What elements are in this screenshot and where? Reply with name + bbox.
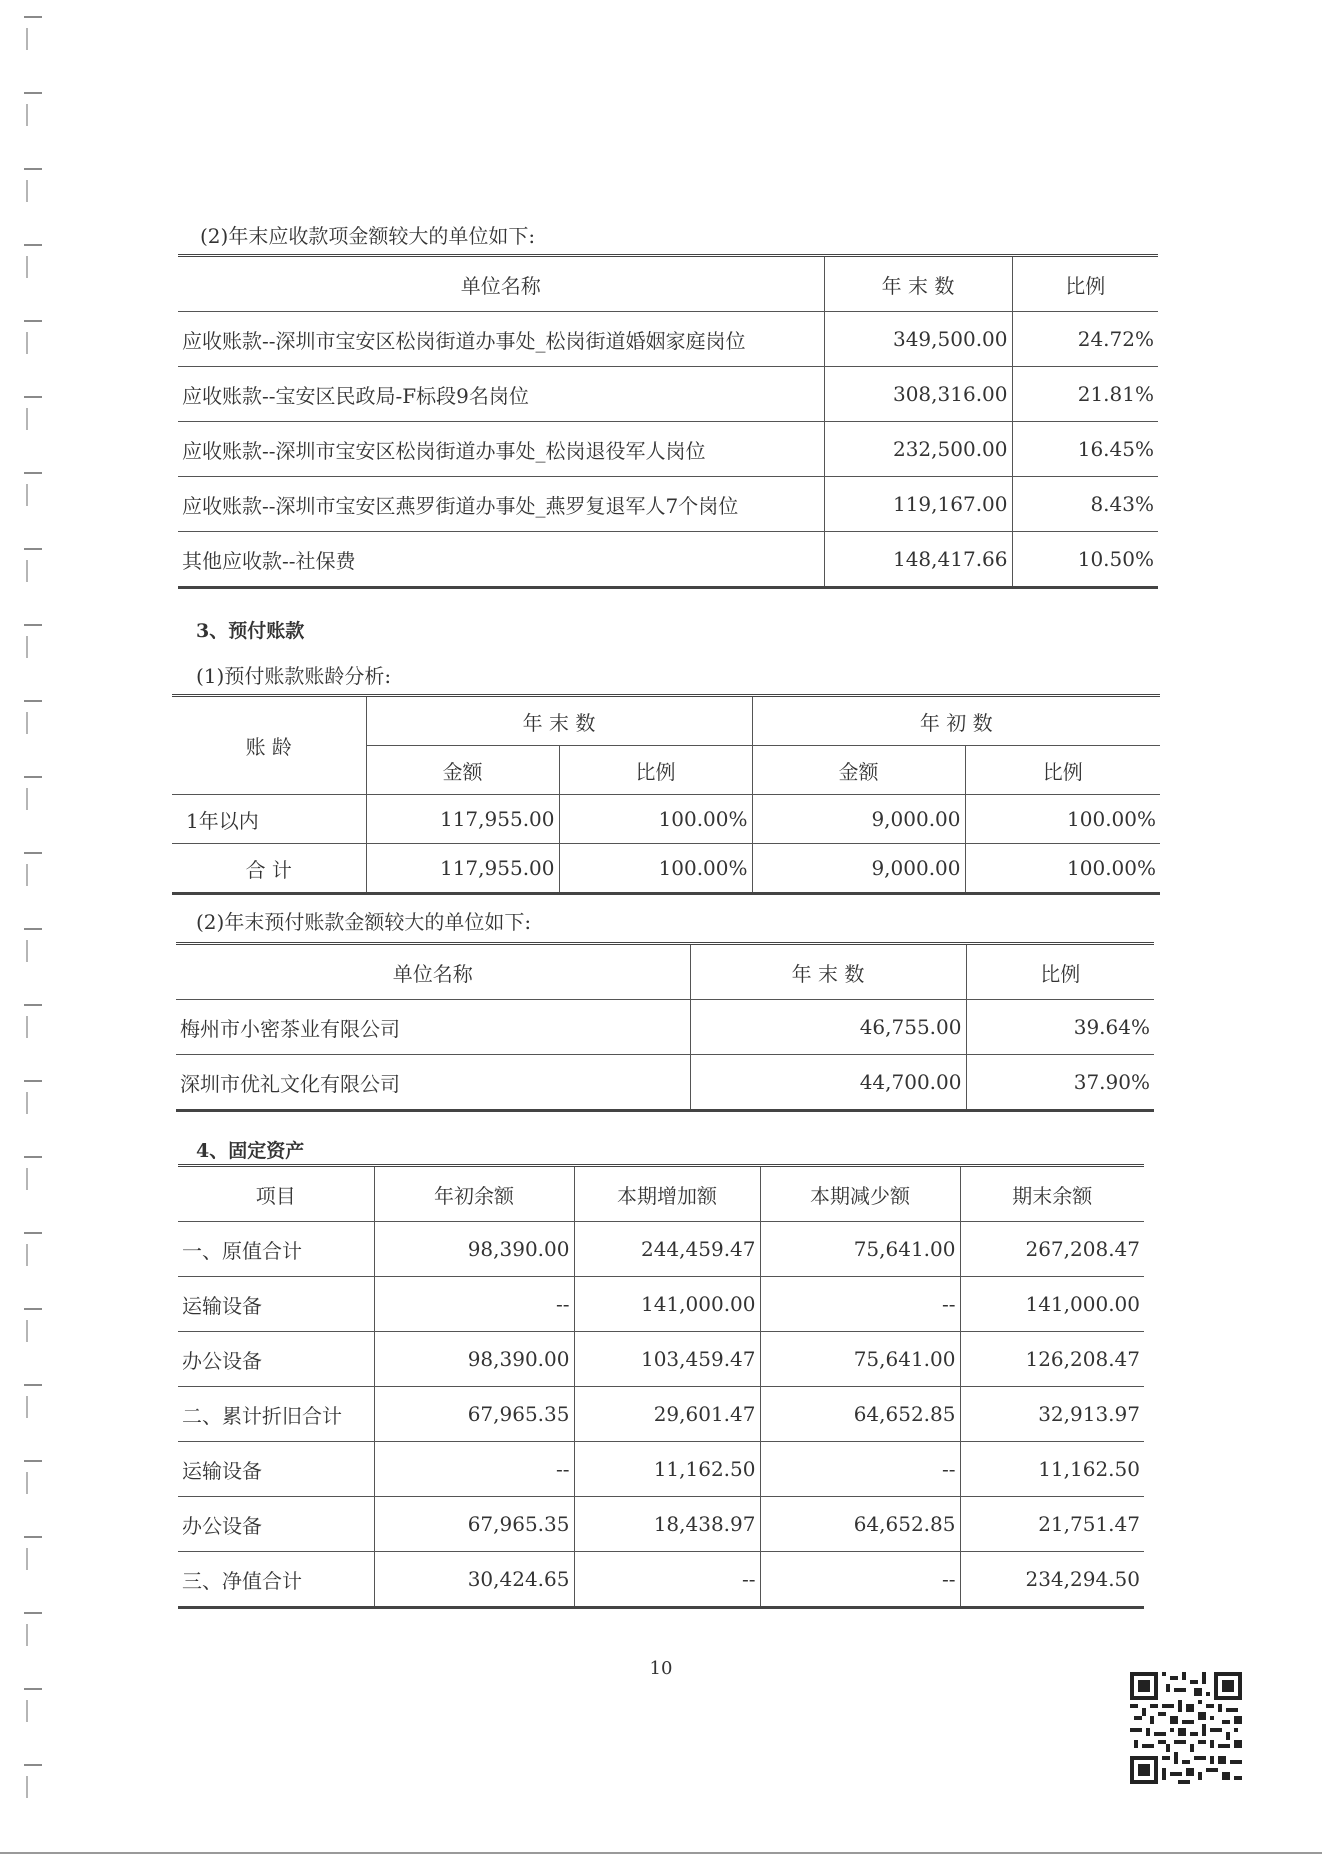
item-name: 三、净值合计	[178, 1552, 374, 1608]
table-row	[176, 1055, 1154, 1111]
col-header-end-amount: 金额	[366, 746, 559, 795]
ratio: 10.50%	[1012, 532, 1158, 588]
end-amount: 117,955.00	[366, 795, 559, 844]
opening-balance: 98,390.00	[374, 1332, 574, 1387]
prepay-aging-heading: (1)预付账款账龄分析:	[196, 664, 392, 688]
item-name: 办公设备	[178, 1497, 374, 1552]
ratio: 39.64%	[966, 1000, 1154, 1055]
opening-balance: 98,390.00	[374, 1222, 574, 1277]
unit-name: 应收账款--深圳市宝安区松岗街道办事处_松岗退役军人岗位	[178, 422, 824, 477]
col-header-unit: 单位名称	[178, 256, 824, 312]
closing-balance: 11,162.50	[960, 1442, 1144, 1497]
item-name: 办公设备	[178, 1332, 374, 1387]
table-row	[178, 1552, 1144, 1608]
decrease-amount: 64,652.85	[760, 1497, 960, 1552]
prepay-aging-table	[172, 694, 1160, 895]
opening-balance: --	[374, 1442, 574, 1497]
item-name: 运输设备	[178, 1442, 374, 1497]
ratio: 8.43%	[1012, 477, 1158, 532]
section-3-heading: 3、预付账款	[196, 620, 305, 642]
col-header-age: 账 龄	[172, 696, 366, 795]
ratio: 37.90%	[966, 1055, 1154, 1111]
table-row	[178, 1387, 1144, 1442]
binding-margin	[18, 0, 44, 1870]
page-bottom-border	[0, 1852, 1322, 1854]
table-row	[178, 1442, 1144, 1497]
year-end-amount: 148,417.66	[824, 532, 1012, 588]
table-row	[178, 532, 1158, 588]
increase-amount: 18,438.97	[574, 1497, 760, 1552]
year-end-amount: 232,500.00	[824, 422, 1012, 477]
closing-balance: 32,913.97	[960, 1387, 1144, 1442]
col-header-begin-amount: 金额	[752, 746, 965, 795]
begin-amount: 9,000.00	[752, 795, 965, 844]
table-row	[172, 795, 1160, 844]
year-end-amount: 46,755.00	[690, 1000, 966, 1055]
begin-amount: 9,000.00	[752, 844, 965, 894]
begin-ratio: 100.00%	[965, 844, 1160, 894]
end-ratio: 100.00%	[559, 795, 752, 844]
decrease-amount: 75,641.00	[760, 1222, 960, 1277]
opening-balance: --	[374, 1277, 574, 1332]
table-header-row	[178, 1166, 1144, 1222]
year-end-amount: 44,700.00	[690, 1055, 966, 1111]
page-number: 10	[649, 1658, 673, 1679]
qr-code-icon	[1130, 1672, 1242, 1784]
col-header-year-begin: 年 初 数	[752, 696, 1160, 746]
table-row	[178, 1222, 1144, 1277]
table-row	[178, 367, 1158, 422]
col-header-opening: 年初余额	[374, 1166, 574, 1222]
opening-balance: 30,424.65	[374, 1552, 574, 1608]
end-ratio: 100.00%	[559, 844, 752, 894]
col-header-closing: 期末余额	[960, 1166, 1144, 1222]
unit-name: 应收账款--深圳市宝安区松岗街道办事处_松岗街道婚姻家庭岗位	[178, 312, 824, 367]
decrease-amount: 75,641.00	[760, 1332, 960, 1387]
table-total-row	[172, 844, 1160, 894]
table-row	[178, 1332, 1144, 1387]
table-row	[178, 1277, 1144, 1332]
unit-name: 应收账款--宝安区民政局-F标段9名岗位	[178, 367, 824, 422]
increase-amount: 11,162.50	[574, 1442, 760, 1497]
col-header-year-end: 年 末 数	[824, 256, 1012, 312]
table-header-row	[176, 944, 1154, 1000]
prepay-table	[176, 942, 1154, 1112]
increase-amount: --	[574, 1552, 760, 1608]
item-name: 二、累计折旧合计	[178, 1387, 374, 1442]
opening-balance: 67,965.35	[374, 1387, 574, 1442]
increase-amount: 141,000.00	[574, 1277, 760, 1332]
increase-amount: 103,459.47	[574, 1332, 760, 1387]
table-row	[178, 422, 1158, 477]
table-header-row	[178, 256, 1158, 312]
increase-amount: 29,601.47	[574, 1387, 760, 1442]
year-end-amount: 119,167.00	[824, 477, 1012, 532]
unit-name: 其他应收款--社保费	[178, 532, 824, 588]
col-header-year-end: 年 末 数	[690, 944, 966, 1000]
table-row	[178, 1497, 1144, 1552]
closing-balance: 141,000.00	[960, 1277, 1144, 1332]
increase-amount: 244,459.47	[574, 1222, 760, 1277]
closing-balance: 234,294.50	[960, 1552, 1144, 1608]
ratio: 16.45%	[1012, 422, 1158, 477]
decrease-amount: 64,652.85	[760, 1387, 960, 1442]
decrease-amount: --	[760, 1442, 960, 1497]
year-end-amount: 308,316.00	[824, 367, 1012, 422]
section-4-heading: 4、固定资产	[196, 1140, 305, 1162]
col-header-ratio: 比例	[1012, 256, 1158, 312]
receivables-table	[178, 254, 1158, 589]
col-header-item: 项目	[178, 1166, 374, 1222]
unit-name: 应收账款--深圳市宝安区燕罗街道办事处_燕罗复退军人7个岗位	[178, 477, 824, 532]
closing-balance: 267,208.47	[960, 1222, 1144, 1277]
col-header-ratio: 比例	[966, 944, 1154, 1000]
ratio: 21.81%	[1012, 367, 1158, 422]
prepay-heading: (2)年末预付账款金额较大的单位如下:	[196, 910, 532, 934]
table-row	[178, 477, 1158, 532]
item-name: 一、原值合计	[178, 1222, 374, 1277]
age-label: 1年以内	[172, 795, 366, 844]
col-header-increase: 本期增加额	[574, 1166, 760, 1222]
begin-ratio: 100.00%	[965, 795, 1160, 844]
unit-name: 梅州市小密茶业有限公司	[176, 1000, 690, 1055]
item-name: 运输设备	[178, 1277, 374, 1332]
table-row	[178, 312, 1158, 367]
ratio: 24.72%	[1012, 312, 1158, 367]
decrease-amount: --	[760, 1277, 960, 1332]
table-row	[176, 1000, 1154, 1055]
year-end-amount: 349,500.00	[824, 312, 1012, 367]
col-header-begin-ratio: 比例	[965, 746, 1160, 795]
col-header-unit: 单位名称	[176, 944, 690, 1000]
receivables-heading: (2)年末应收款项金额较大的单位如下:	[200, 224, 536, 248]
col-header-end-ratio: 比例	[559, 746, 752, 795]
col-header-decrease: 本期减少额	[760, 1166, 960, 1222]
end-amount: 117,955.00	[366, 844, 559, 894]
decrease-amount: --	[760, 1552, 960, 1608]
closing-balance: 21,751.47	[960, 1497, 1144, 1552]
col-header-year-end: 年 末 数	[366, 696, 752, 746]
fixed-assets-table	[178, 1164, 1144, 1609]
unit-name: 深圳市优礼文化有限公司	[176, 1055, 690, 1111]
table-header-row	[172, 696, 1160, 746]
total-label: 合 计	[172, 844, 366, 894]
closing-balance: 126,208.47	[960, 1332, 1144, 1387]
opening-balance: 67,965.35	[374, 1497, 574, 1552]
